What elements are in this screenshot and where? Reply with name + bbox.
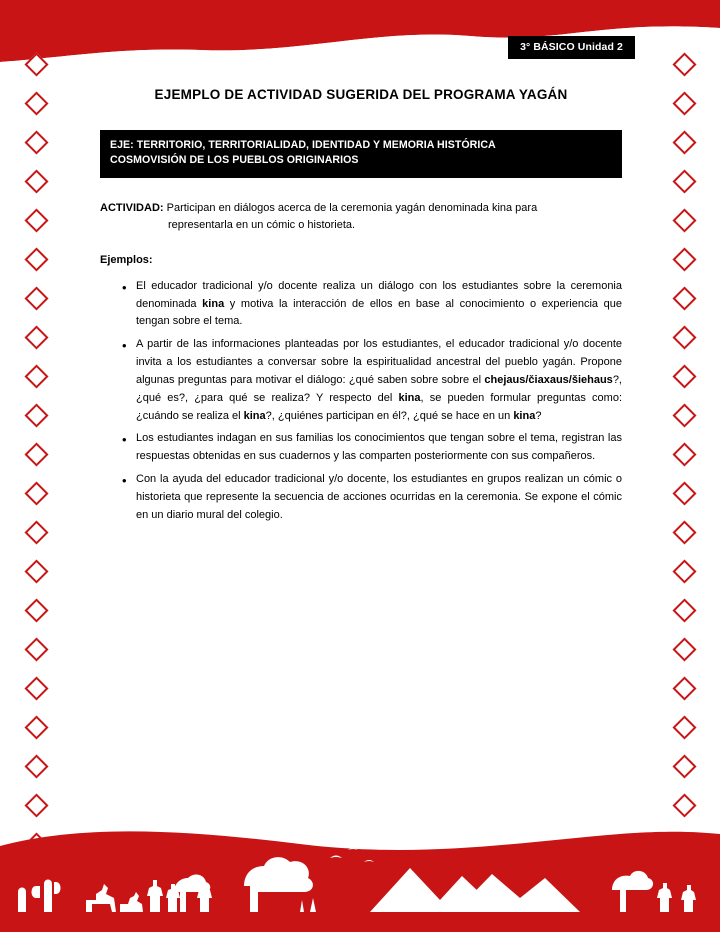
diamond-ornament (24, 364, 48, 388)
list-item-text: ?, ¿qué es?, ¿para qué se realiza? Y respecto del (136, 373, 622, 404)
diamond-ornament (672, 520, 696, 544)
activity-text-line-1: Participan en diálogos acerca de la ceremonia yagán denominada kina para (166, 201, 538, 214)
diamond-ornament (24, 559, 48, 583)
page-title: EJEMPLO DE ACTIVIDAD SUGERIDA DEL PROGRAMA YAGÁN (154, 87, 568, 102)
diamond-ornament (672, 208, 696, 232)
list-item-text: ?, ¿quiénes participan en él?, ¿qué se hace en un (265, 409, 514, 422)
list-item (122, 430, 622, 466)
diamond-ornament (24, 52, 48, 76)
diamond-ornament (24, 169, 48, 193)
list-item-text: ? (535, 409, 542, 422)
diamond-ornament (24, 520, 48, 544)
diamond-ornament (24, 91, 48, 115)
list-item-text: A partir de las informaciones planteadas por los estudiantes, el educador tradicional y/o docente invita a los estudiantes a conversar sobre la espiritualidad ancestral del pueblo yagán. Propone algunas preguntas para motivar el diálogo: ¿qué saben sobre sobre el (136, 338, 622, 386)
list-item-text: El educador tradicional y/o docente realiza un diálogo con los estudiantes sobre la ceremonia denominada (136, 279, 622, 310)
activity-paragraph (100, 200, 622, 234)
diamond-ornament (24, 208, 48, 232)
diamond-ornament (24, 130, 48, 154)
list-item-text: Los estudiantes indagan en sus familias los conocimientos que tengan sobre el tema, registran las respuestas obtenidas en sus cuadernos y las comparten posteriormente con sus compañeros. (136, 432, 622, 463)
diamond-ornament (672, 715, 696, 739)
diamond-ornament (24, 481, 48, 505)
diamond-ornament (672, 754, 696, 778)
activity-label: ACTIVIDAD: (100, 201, 164, 214)
document-content (100, 82, 622, 529)
diamond-ornament (672, 598, 696, 622)
activity-text-line-2: representarla en un cómic o historieta. (168, 218, 356, 231)
left-diamond-column (18, 56, 54, 846)
list-item (122, 471, 622, 524)
diamond-ornament (672, 52, 696, 76)
emphasis-term: kina (398, 391, 421, 404)
diamond-ornament (672, 676, 696, 700)
diamond-ornament (24, 286, 48, 310)
emphasis-term: kina (513, 409, 536, 422)
diamond-ornament (672, 286, 696, 310)
list-item-text: Con la ayuda del educador tradicional y/o docente, los estudiantes en grupos realizan un cómic o historieta que represente la secuencia de acciones ocurridas en la ceremonia. Se expone el cómic en un diario mural del colegio. (136, 472, 622, 521)
diamond-ornament (24, 325, 48, 349)
diamond-ornament (672, 91, 696, 115)
list-item (122, 336, 622, 425)
examples-list (100, 278, 622, 525)
diamond-ornament (672, 364, 696, 388)
diamond-ornament (672, 559, 696, 583)
diamond-ornament (672, 481, 696, 505)
right-diamond-column (666, 56, 702, 846)
list-item-text: , se pueden formular preguntas como: ¿cuándo se realiza el (136, 391, 623, 422)
bottom-red-band (0, 812, 720, 932)
diamond-ornament (24, 247, 48, 271)
diamond-ornament (24, 442, 48, 466)
eje-line-1: EJE: TERRITORIO, TERRITORIALIDAD, IDENTIDAD Y MEMORIA HISTÓRICA (110, 139, 496, 151)
emphasis-term: chejaus/čiaxaus/šiehaus (484, 373, 613, 386)
list-item (122, 278, 622, 331)
diamond-ornament (24, 598, 48, 622)
examples-label: Ejemplos: (100, 253, 153, 266)
diamond-ornament (672, 325, 696, 349)
emphasis-term: kina (202, 297, 225, 310)
diamond-ornament (672, 442, 696, 466)
eje-line-2: COSMOVISIÓN DE LOS PUEBLOS ORIGINARIOS (110, 154, 359, 167)
diamond-ornament (24, 637, 48, 661)
diamond-ornament (672, 169, 696, 193)
eje-banner (100, 130, 622, 178)
diamond-ornament (24, 715, 48, 739)
diamond-ornament (672, 130, 696, 154)
diamond-ornament (672, 637, 696, 661)
diamond-ornament (672, 247, 696, 271)
list-item-text: y motiva la interacción de ellos en base al conocimiento o experiencia que tengan sobre el tema. (136, 297, 622, 328)
diamond-ornament (672, 403, 696, 427)
diamond-ornament (24, 403, 48, 427)
emphasis-term: kina (243, 409, 266, 422)
diamond-ornament (24, 754, 48, 778)
diamond-ornament (24, 676, 48, 700)
unit-badge: 3° BÁSICO Unidad 2 (508, 36, 635, 59)
